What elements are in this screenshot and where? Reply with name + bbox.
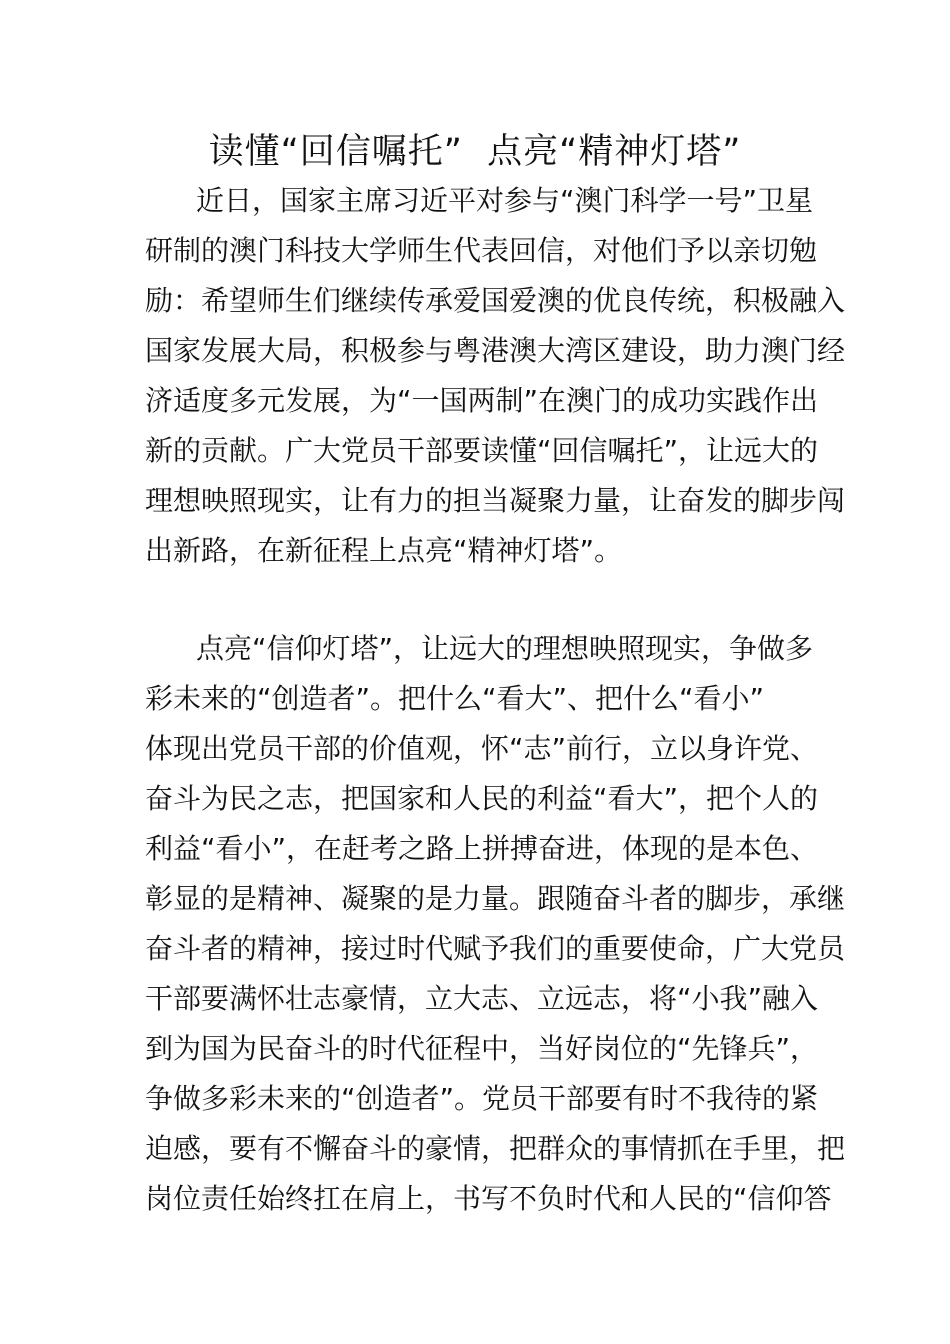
- text-line: 利益“看小”，在赶考之路上拼搏奋进，体现的是本色、: [145, 832, 819, 865]
- text-line: 体现出党员干部的价值观，怀“志”前行，立以身许党、: [145, 732, 819, 765]
- text-line: 理想映照现实，让有力的担当凝聚力量，让奋发的脚步闯: [145, 484, 846, 517]
- text-line: 彩未来的“创造者”。把什么“看大”、把什么“看小”: [145, 682, 765, 715]
- text-line: 到为国为民奋斗的时代征程中，当好岗位的“先锋兵”，: [145, 1032, 819, 1065]
- text-line: 奋斗为民之志，把国家和人民的利益“看大”，把个人的: [145, 782, 819, 815]
- text-line: 干部要满怀壮志豪情，立大志、立远志，将“小我”融入: [145, 982, 819, 1015]
- paragraph-1: [145, 176, 846, 576]
- text-line: 迫感，要有不懈奋斗的豪情，把群众的事情抓在手里，把: [145, 1132, 846, 1165]
- text-line: 研制的澳门科技大学师生代表回信，对他们予以亲切勉: [145, 234, 818, 267]
- text-line: 国家发展大局，积极参与粤港澳大湾区建设，助力澳门经: [145, 334, 846, 367]
- text-line: 近日，国家主席习近平对参与“澳门科学一号”卫星: [196, 184, 814, 217]
- text-line: 出新路，在新征程上点亮“精神灯塔”。: [145, 534, 623, 567]
- document-title: 读懂“回信嘱托” 点亮“精神灯塔”: [208, 132, 742, 172]
- text-line: 点亮“信仰灯塔”，让远大的理想映照现实，争做多: [196, 632, 814, 665]
- text-line: 济适度多元发展，为“一国两制”在澳门的成功实践作出: [145, 384, 819, 417]
- paragraph-2: [145, 624, 846, 1224]
- text-line: 励：希望师生们继续传承爱国爱澳的优良传统，积极融入: [145, 284, 846, 317]
- text-line: 新的贡献。广大党员干部要读懂“回信嘱托”，让远大的: [145, 434, 819, 467]
- text-line: 争做多彩未来的“创造者”。党员干部要有时不我待的紧: [145, 1082, 819, 1115]
- text-line: 彰显的是精神、凝聚的是力量。跟随奋斗者的脚步，承继: [145, 882, 846, 915]
- text-line: 岗位责任始终扛在肩上，书写不负时代和人民的“信仰答: [145, 1182, 832, 1215]
- text-line: 奋斗者的精神，接过时代赋予我们的重要使命，广大党员: [145, 932, 846, 965]
